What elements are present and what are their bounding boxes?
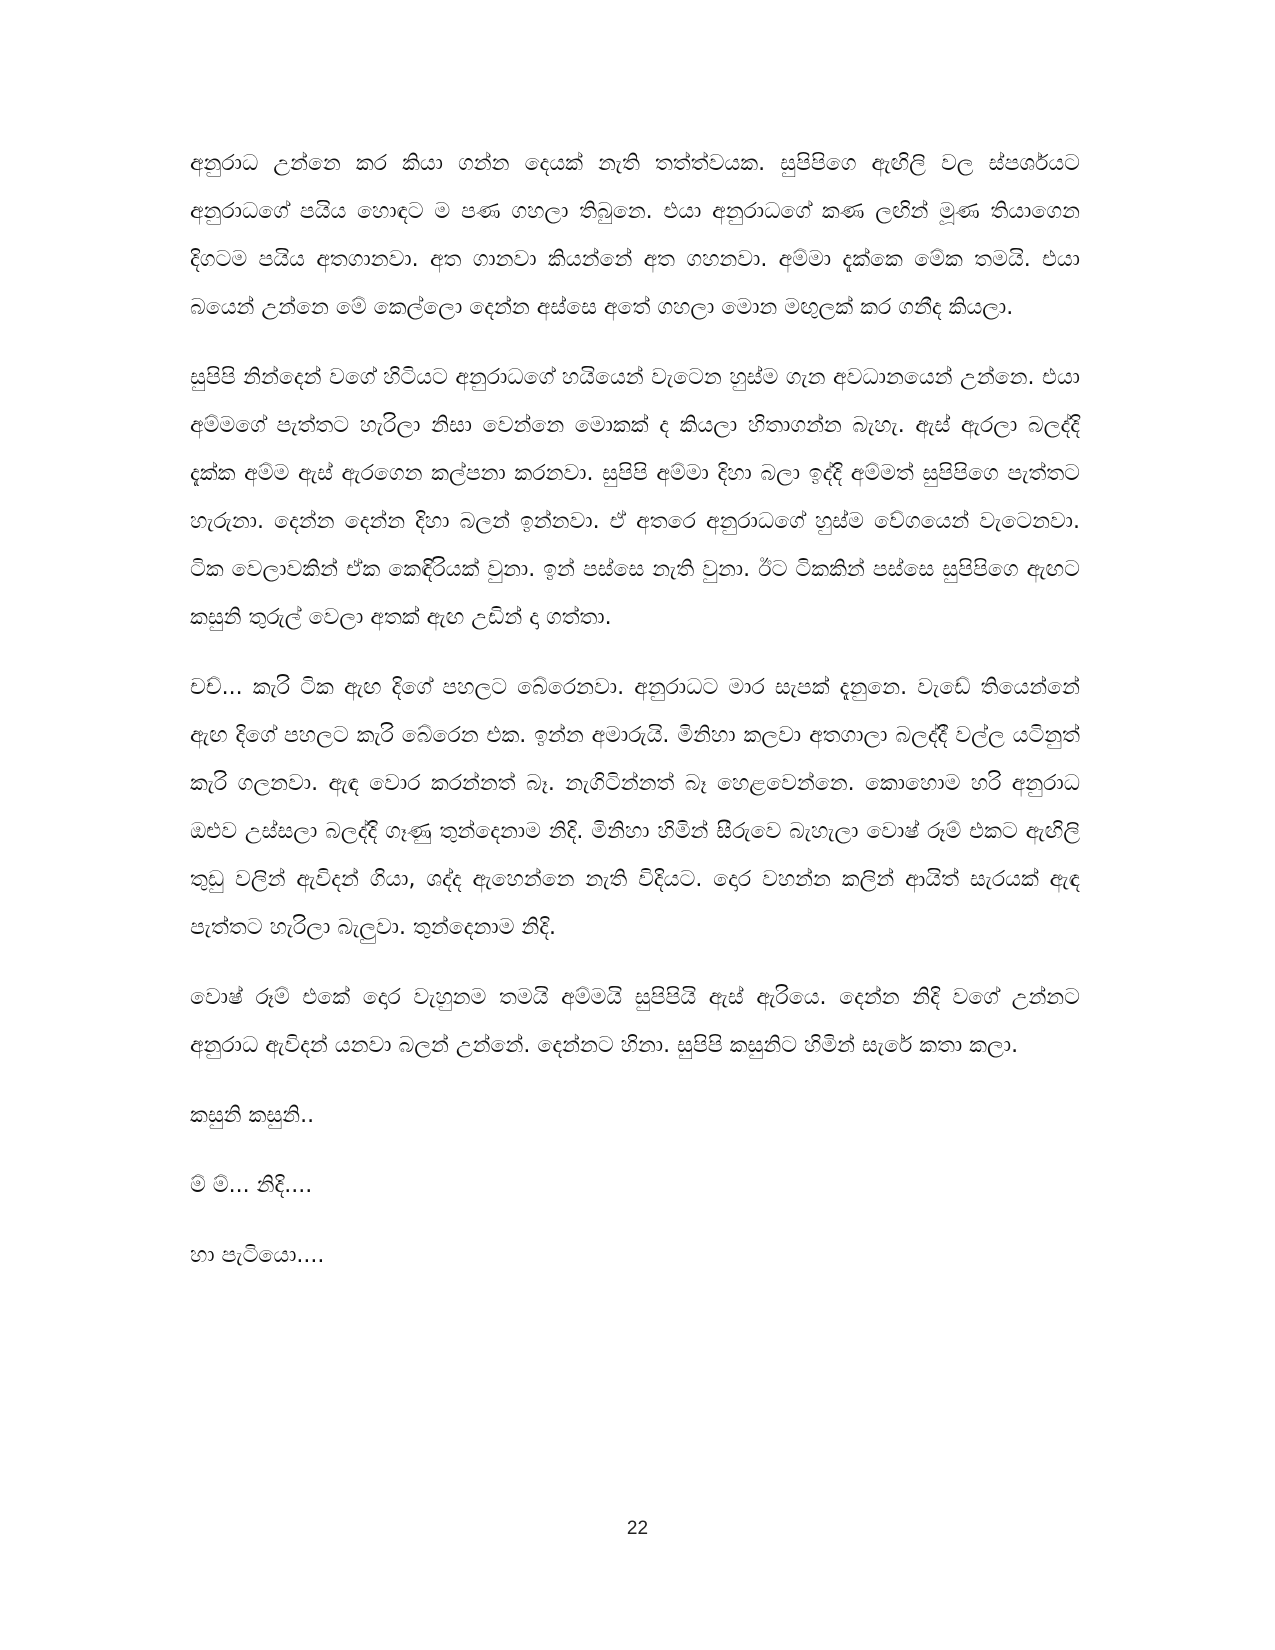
dialogue-line-2: ම් ම්... නිදි.... <box>190 1173 313 1198</box>
paragraph-1: අනුරාධ උන්නෙ කර කියා ගන්න දෙයක් නැති තත්ත්වයක. සුපිපිගෙ ඇඟිලි වල ස්පර්ශයට අනුරාධගේ පයිය හොඳට ම පණ ගහලා තිබුනෙ. එයා අනුරාධගේ කණ ලඟින් මූණ තියාගෙන දිගටම පයිය අතගානවා. අත ගානවා කියන්නේ අත ගහනවා. අම්මා දැක්කෙ මේක තමයි. එයා බයෙන් උන්නෙ මේ කෙල්ලො දෙන්න අස්සෙ අතේ ගහලා මොන මඟුලක් කර ගනීද කියලා. <box>190 151 1080 320</box>
paragraph-2: සුපිපි නින්දෙන් වගේ හිටියට අනුරාධගේ හයියෙන් වැටෙන හුස්ම ගැන අවධානයෙන් උන්නෙ. එයා අම්මගේ පැත්තට හැරිලා නිසා වෙන්නෙ මොකක් ද කියලා හිතාගන්න බැහැ. ඇස් ඇරලා බලද්දි දැක්ක අම්ම ඇස් ඇරගෙන කල්පනා කරනවා. සුපිපි අම්මා දිහා බලා ඉද්දි අම්මත් සුපිපිගෙ පැත්තට හැරුනා. දෙන්න දෙන්න දිහා බලන් ඉන්නවා. ඒ අතරෙ අනුරාධගේ හුස්ම වේගයෙන් වැටෙනවා. ටික වෙලාවකින් ඒක කෙඳිරියක් වුනා. ඉන් පස්සෙ නැති වුනා. ඊට ටිකකින් පස්සෙ සුපිපිගෙ ඇඟට කසුනි තුරුල් වෙලා අතක් ඇඟ උඩින් දා ගත්තා. <box>190 365 1080 630</box>
dialogue-line-3: හා පැටියො.... <box>190 1243 325 1268</box>
body-text <box>190 140 1080 1302</box>
paragraph-4: වොෂ් රූම් එකේ දොර වැහුනම තමයි අම්මයි සුපිපියි ඇස් ඇරියෙ. දෙන්න නිදි වගේ උන්නට අනුරාධ ඇවිදන් යනවා බලන් උන්නේ. දෙන්නට හිනා. සුපිපි කසුනිට හිමින් සැරේ කතා කලා. <box>190 985 1080 1058</box>
paragraph-3: චච්... කැරි ටික ඇඟ දිගේ පහලට බේරෙනවා. අනුරාධට මාර සැපක් දැනුනෙ. වැඩේ තියෙන්නේ ඇඟ දිගේ පහලට කැරි බේරෙන එක. ඉන්න අමාරුයි. මිනිහා කලවා අතගාලා බලද්දී වල්ල යටිනුත් කැරි ගලනවා. ඇඳ වොර කරන්නත් බෑ. නැගිටින්නත් බෑ හෙළවෙන්නෙ. කොහොම හරි අනුරාධ ඔළුව උස්සලා බලද්දි ගෑණු තුන්දෙනාම නිදි. මිනිහා හිමින් සීරුවෙ බැහැලා වොෂ් රූම් එකට ඇඟිලි තුඩු වලින් ඇවිදන් ගියා, ශද්ද ඇහෙන්නෙ නැති විදියට. දොර වහන්න කලින් ආයිත් සැරයක් ඇඳ පැත්තට හැරිලා බැලුවා. තුන්දෙනාම නිදි. <box>190 675 1080 940</box>
page-number: 22 <box>626 1518 649 1539</box>
dialogue-line-1: කසුනි කසුනි.. <box>190 1103 315 1128</box>
